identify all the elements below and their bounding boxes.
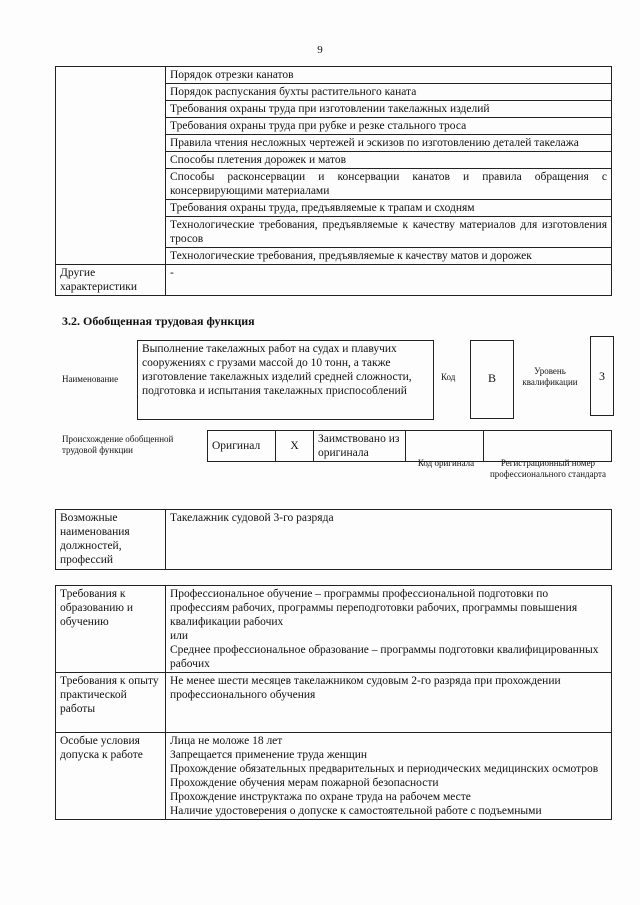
positions-label: Возможные наименования должностей, профессий [56, 510, 166, 570]
other-characteristics-label: Другие характеристики [56, 265, 166, 296]
original-label: Оригинал [208, 431, 276, 462]
level-label: Уровень квалификации [522, 366, 578, 387]
code-box [470, 340, 514, 419]
education-value [166, 586, 612, 673]
education-line: Среднее профессиональное образование – программы подготовки квалифицированных рабочих [170, 644, 599, 670]
knowledge-table [55, 66, 612, 296]
special-condition-line: Наличие удостоверения о допуске к самостоятельной работе с подъемными [170, 805, 542, 817]
knowledge-row: Правила чтения несложных чертежей и эскизов по изготовлению деталей такелажа [166, 135, 612, 152]
original-code-caption: Код оригинала [417, 458, 475, 468]
special-condition-line: Прохождение обязательных предварительных и периодических медицинских осмотров [170, 763, 599, 775]
knowledge-row: Требования охраны труда, предъявляемые к трапам и сходням [166, 200, 612, 217]
original-code-cell [406, 431, 484, 462]
knowledge-label-cell [56, 67, 166, 265]
knowledge-row: Технологические требования, предъявляемые к качеству материалов для изготовления тросов [166, 217, 612, 248]
knowledge-row: Требования охраны труда при рубке и резке стального троса [166, 118, 612, 135]
knowledge-row: Порядок распускания бухты растительного каната [166, 84, 612, 101]
knowledge-row: Порядок отрезки канатов [166, 67, 612, 84]
name-label: Наименование [62, 374, 119, 384]
level-box [590, 336, 614, 416]
special-condition-line: Прохождение инструктажа по охране труда на рабочем месте [170, 791, 471, 803]
code-label: Код [441, 372, 456, 382]
education-line: Профессиональное обучение – программы профессиональной подготовки по профессиям рабочих, программы переподготовки рабочих, программы повышения квалификации рабочих [170, 588, 578, 628]
function-name-box [137, 340, 434, 420]
borrowed-label: Заимствовано из оригинала [314, 431, 406, 462]
knowledge-row: Способы расконсервации и консервации канатов и правила обращения с консервирующими материалами [166, 169, 612, 200]
function-name-value: Выполнение такелажных работ на судах и плавучих сооружениях с грузами массой до 10 тонн, а также изготовление такелажных изделий средней сложности, подготовка и испытания такелажных приспособлений [142, 343, 412, 397]
requirements-table [55, 585, 612, 820]
other-characteristics-value: - [166, 265, 612, 296]
special-conditions-label: Особые условия допуска к работе [56, 733, 166, 820]
level-value: 3 [599, 369, 605, 383]
registration-number-cell [484, 431, 612, 462]
page-number: 9 [317, 44, 323, 56]
knowledge-row: Способы плетения дорожек и матов [166, 152, 612, 169]
special-conditions-value [166, 733, 612, 820]
education-line: или [170, 630, 189, 642]
origin-label: Происхождение обобщенной трудовой функции [62, 434, 174, 455]
experience-value: Не менее шести месяцев такелажником судовым 2-го разряда при прохождении профессионального обучения [166, 673, 612, 733]
positions-table [55, 509, 612, 570]
special-condition-line: Прохождение обучения мерам пожарной безопасности [170, 777, 439, 789]
original-mark: X [276, 431, 314, 462]
special-condition-line: Запрещается применение труда женщин [170, 749, 368, 761]
registration-number-caption: Регистрационный номер профессионального стандарта [489, 458, 607, 479]
section-title: 3.2. Обобщенная трудовая функция [62, 314, 255, 328]
positions-value: Такелажник судовой 3-го разряда [166, 510, 612, 570]
experience-label: Требования к опыту практической работы [56, 673, 166, 733]
code-value: В [487, 371, 496, 385]
special-condition-line: Лица не моложе 18 лет [170, 735, 283, 747]
education-label: Требования к образованию и обучению [56, 586, 166, 673]
knowledge-row: Технологические требования, предъявляемые к качеству матов и дорожек [166, 248, 612, 265]
knowledge-row: Требования охраны труда при изготовлении такелажных изделий [166, 101, 612, 118]
